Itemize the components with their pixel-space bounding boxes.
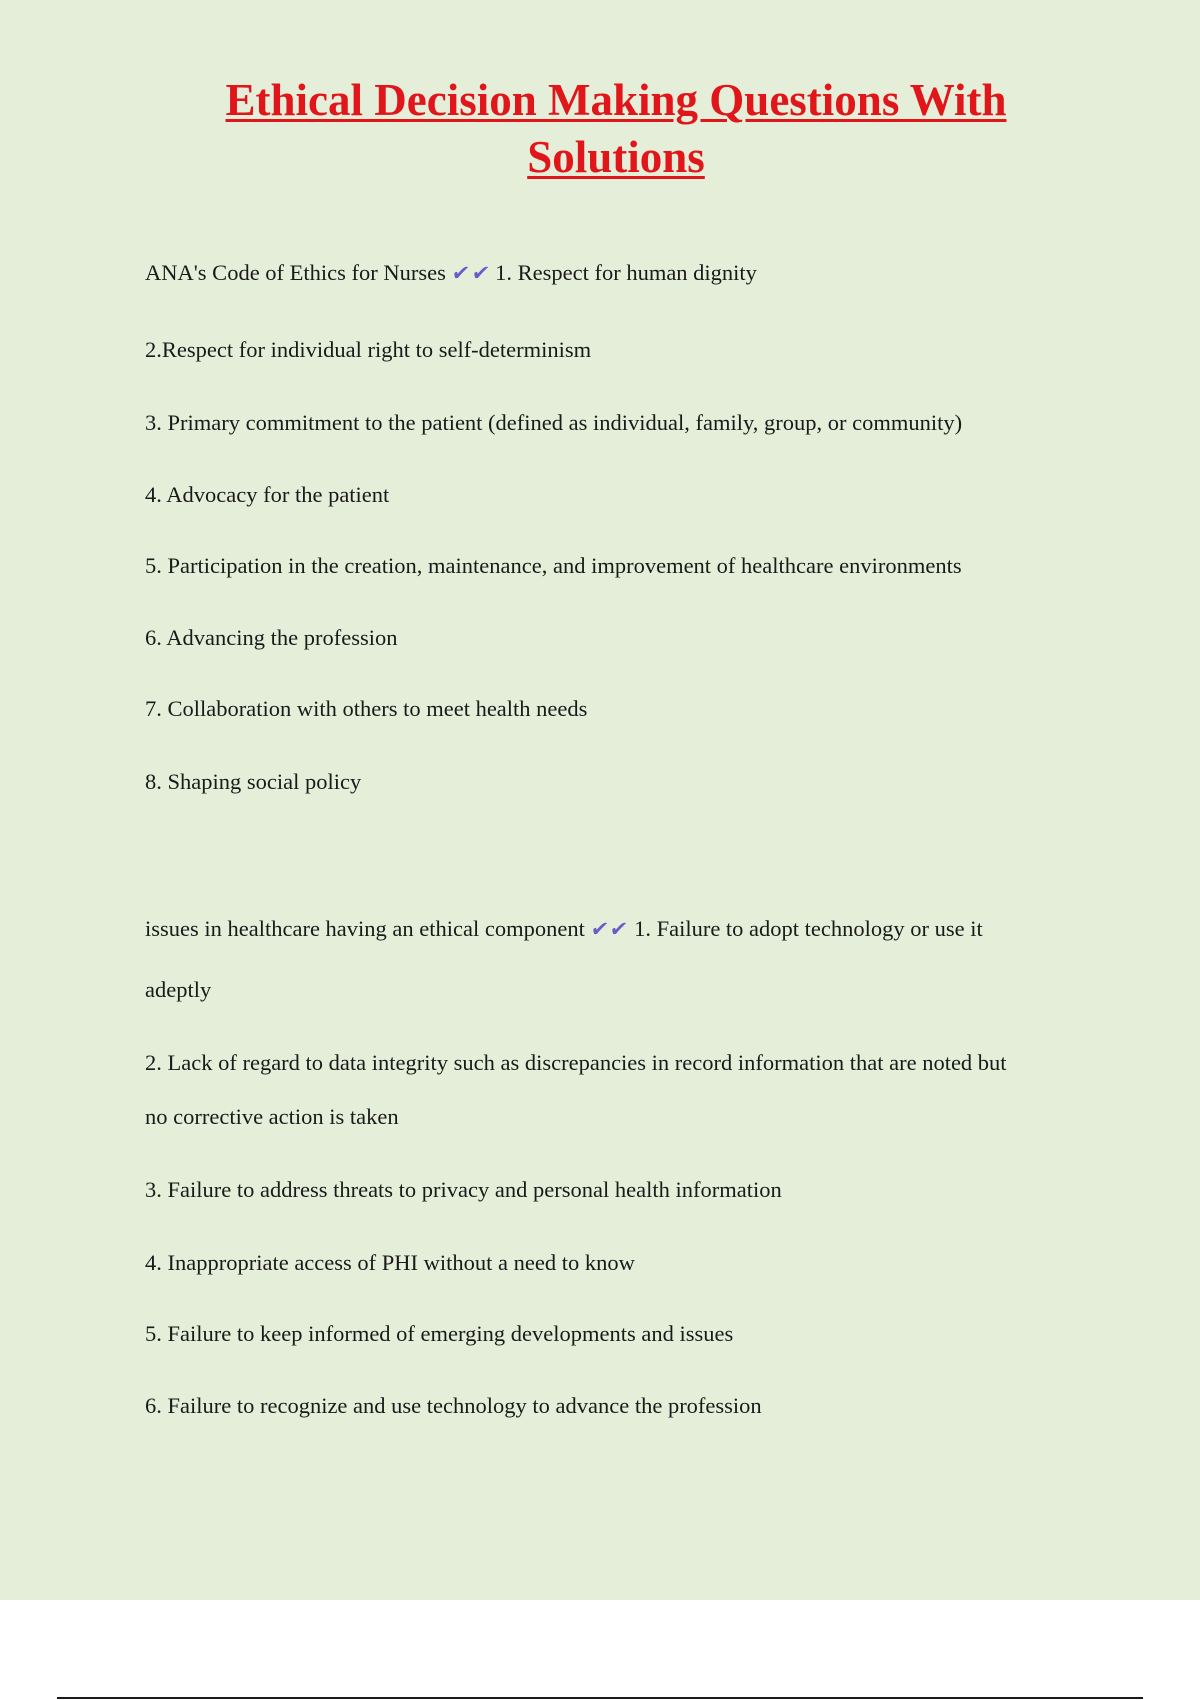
list-item: 5. Participation in the creation, maintenance, and improvement of healthcare environments <box>145 553 962 578</box>
list-item: 3. Failure to address threats to privacy and personal health information <box>145 1177 782 1202</box>
list-item-continuation: no corrective action is taken <box>145 1104 399 1129</box>
list-item: 2. Lack of regard to data integrity such as discrepancies in record information that are noted but <box>145 1050 1007 1075</box>
answer-2-first: 1. Failure to adopt technology or use it <box>634 916 983 941</box>
list-item: 7. Collaboration with others to meet health needs <box>145 696 588 721</box>
list-item: 6. Advancing the profession <box>145 625 398 650</box>
question-1-text: ANA's Code of Ethics for Nurses <box>145 260 446 285</box>
list-item: 2.Respect for individual right to self-determinism <box>145 337 592 362</box>
document-title: Ethical Decision Making Questions With Solutions <box>225 75 1007 182</box>
list-item: 8. Shaping social policy <box>145 769 362 794</box>
answer-1-first: 1. Respect for human dignity <box>495 260 757 285</box>
answer-2-continuation: adeptly <box>145 977 212 1002</box>
list-item: 4. Inappropriate access of PHI without a need to know <box>145 1250 635 1275</box>
list-item: 4. Advocacy for the patient <box>145 482 390 507</box>
double-check-icon: ✔✔ <box>450 261 491 285</box>
list-item: 5. Failure to keep informed of emerging developments and issues <box>145 1321 734 1346</box>
question-1-row <box>145 259 1085 287</box>
question-2-text: issues in healthcare having an ethical component <box>145 916 585 941</box>
list-item: 3. Primary commitment to the patient (defined as individual, family, group, or community) <box>145 410 963 435</box>
footer-divider <box>57 1697 1143 1699</box>
double-check-icon: ✔✔ <box>589 917 630 941</box>
list-item: 6. Failure to recognize and use technology to advance the profession <box>145 1393 762 1418</box>
question-2-row <box>145 915 1085 943</box>
